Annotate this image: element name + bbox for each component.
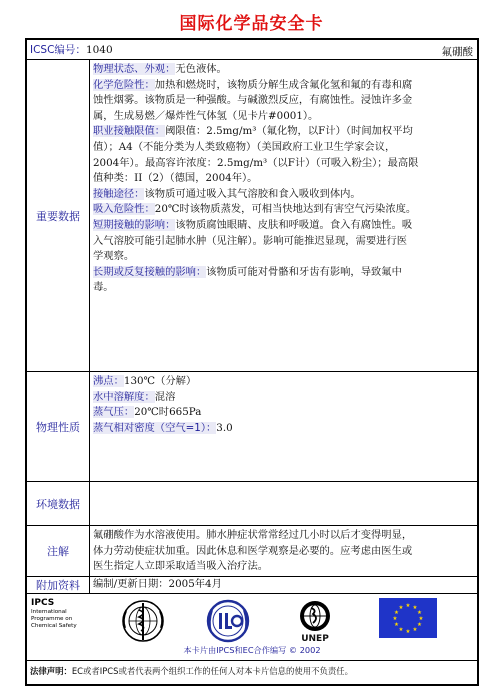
unep-emblem-icon (293, 598, 337, 638)
svg-text:★: ★ (405, 629, 411, 635)
svg-text:★: ★ (412, 627, 418, 633)
notes-line: 氟硼酸作为水溶液使用。肺水肿症状常常经过几小时以后才变得明显， (93, 529, 413, 541)
svg-text:★: ★ (394, 622, 399, 628)
physical-state: 无色液体。 (175, 63, 227, 75)
footer-logos-row (27, 594, 477, 661)
ipcs-block (31, 598, 77, 629)
icsc-value: 1040 (85, 44, 113, 56)
boiling-label: 沸点： (93, 375, 124, 387)
svg-text:★: ★ (405, 603, 411, 609)
unep-label: UNEP (301, 634, 329, 644)
exposure-route: 该物质可通过吸入其气溶胶和食入吸收到体内。 (144, 187, 361, 200)
short-term-label: 短期接触的影响： (93, 218, 176, 231)
long-term-line: 毒。 (93, 281, 114, 294)
icsc-label: ICSC编号： (30, 44, 86, 56)
safety-card (25, 38, 479, 686)
svg-text:★: ★ (412, 605, 418, 611)
physical-state-label: 物理状态、外观： (93, 63, 176, 75)
ipcs-title: IPCS (31, 598, 55, 608)
long-term-line: 该物质可能对骨骼和牙齿有影响，导致氟中 (206, 265, 402, 278)
notes-line: 医生指定人立即采取适当吸入治疗法。 (93, 560, 269, 573)
vapor-density-label: 蒸气相对密度（空气=1）： (93, 421, 217, 434)
eu-flag-icon (379, 598, 437, 638)
exposure-route-label: 接触途径： (93, 187, 145, 200)
long-term-label: 长期或反复接触的影响： (93, 265, 207, 278)
header-row (27, 40, 477, 60)
section-physical (27, 372, 477, 482)
footer-legal-row (27, 661, 477, 686)
vapor-pressure-value: 20℃时665Pa (134, 406, 202, 419)
section-label-notes: 注解 (27, 526, 90, 576)
ipcs-line: Chemical Safety (31, 622, 77, 629)
section-notes (27, 526, 477, 577)
section-important (27, 60, 477, 372)
exposure-limits-label: 职业接触限值： (93, 125, 166, 138)
svg-text:★: ★ (398, 627, 404, 633)
chemical-danger-line: 加热和燃烧时，该物质分解生成含氟化氢和氟的有毒和腐 (154, 78, 413, 91)
section-content-physical (91, 372, 477, 481)
ipcs-line: Programme on (31, 615, 73, 622)
legal-statement (30, 665, 353, 677)
card-title: 国际化学品安全卡 (179, 14, 324, 34)
ilo-emblem-icon (205, 598, 251, 644)
section-label-environment: 环境数据 (27, 482, 90, 525)
exposure-limits-line: 值种类：II（2）（德国，2004年）。 (93, 172, 258, 185)
exposure-limits-line: 阈限值：2.5mg/m³（氟化物，以F计）（时间加权平均 (165, 125, 413, 138)
vapor-density-value: 3.0 (216, 421, 233, 434)
legal-text: EC或者IPCS或者代表两个组织工作的任何人对本卡片信息的使用不负责任。 (71, 666, 353, 676)
section-content-important (91, 60, 477, 371)
ipcs-line: International (31, 609, 67, 615)
who-emblem-icon (119, 598, 167, 644)
vapor-pressure-label: 蒸气压： (93, 406, 135, 419)
solubility-label: 水中溶解度： (93, 390, 155, 403)
exposure-limits-line: 2004年）。最高容许浓度：2.5mg/m³（以F计）（可吸入粉尘）；最高限 (93, 156, 419, 169)
inhalation-label: 吸入危险性： (93, 203, 155, 216)
chemical-danger-line: 蚀性烟雾。该物质是一种强酸。与碱激烈反应，有腐蚀性。浸蚀许多金 (93, 94, 413, 107)
inhalation: 20℃时该物质蒸发，可相当快地达到有害空气污染浓度。 (154, 203, 417, 216)
section-content-notes (91, 526, 477, 576)
svg-text:★: ★ (417, 610, 422, 616)
exposure-limits-line: 值）；A4（不能分类为人类致癌物）（美国政府工业卫生学家会议， (93, 140, 396, 153)
section-additional (27, 577, 477, 594)
notes-line: 体力劳动使症状加重。因此休息和医学观察是必要的。应考虑由医生或 (93, 544, 413, 557)
svg-text:★: ★ (418, 616, 424, 622)
svg-text:★: ★ (398, 605, 404, 611)
short-term-line: 学观察。 (93, 250, 135, 263)
section-label-important: 重要数据 (27, 60, 90, 371)
boiling-value: 130℃（分解） (123, 375, 197, 387)
short-term-line: 该物质腐蚀眼睛、皮肤和呼吸道。食入有腐蚀性。吸 (175, 218, 413, 231)
icsc-number (27, 40, 477, 59)
solubility-value: 混溶 (154, 390, 176, 403)
chemical-name: 氟硼酸 (441, 46, 473, 58)
section-content-additional: 编制/更新日期：2005年4月 (93, 578, 222, 590)
copyright-text: 本卡片由IPCS和EC合作编写 © 2002 (183, 645, 321, 655)
chemical-danger-label: 化学危险性： (93, 78, 155, 91)
short-term-line: 入气溶胶可能引起肺水肿（见注解）。影响可能推迟显现，需要进行医 (93, 234, 408, 247)
section-content-environment (91, 482, 477, 525)
svg-text:★: ★ (417, 622, 422, 628)
section-label-physical: 物理性质 (27, 372, 90, 481)
section-label-additional: 附加资料 (27, 577, 90, 593)
section-environment (27, 482, 477, 526)
svg-text:★: ★ (394, 610, 399, 616)
svg-text:★: ★ (392, 616, 398, 622)
legal-label: 法律声明： (30, 666, 72, 676)
chemical-danger-line: 属，生成易燃／爆炸性气体氢（见卡片#0001）。 (93, 109, 319, 122)
